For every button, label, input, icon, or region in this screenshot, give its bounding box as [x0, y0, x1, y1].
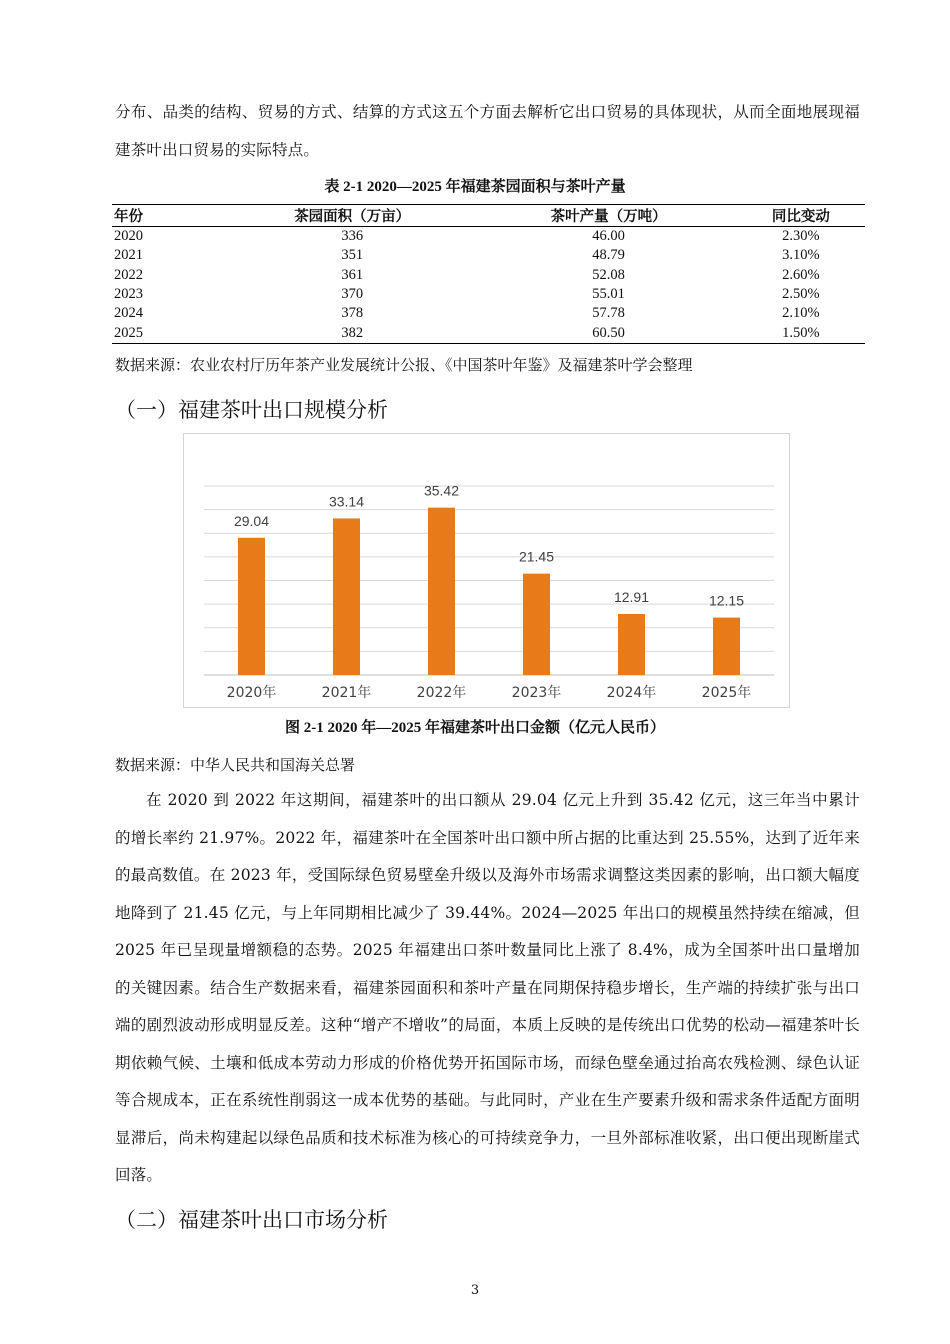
- table-row: [112, 227, 865, 247]
- figure-caption: 图 2-1 2020 年—2025 年福建茶叶出口金额（亿元人民币）: [285, 720, 665, 736]
- cell-area: 370: [341, 286, 364, 303]
- table-row: [112, 323, 865, 343]
- cell-change: 2.30%: [782, 228, 820, 245]
- data-label: 33.14: [328, 493, 365, 510]
- bar: [238, 538, 265, 675]
- bar: [428, 508, 455, 675]
- cell-area: 351: [341, 247, 364, 264]
- x-tick-label: 2023年: [511, 685, 562, 701]
- data-label: 21.45: [518, 548, 555, 565]
- cell-year: 2021: [114, 247, 143, 264]
- bar: [618, 614, 645, 675]
- table-row: [112, 246, 865, 265]
- cell-year: 2022: [114, 266, 143, 283]
- cell-change: 3.10%: [782, 247, 820, 264]
- cell-area: 361: [341, 266, 364, 283]
- cell-change: 2.50%: [782, 286, 820, 303]
- table-row: [112, 304, 865, 323]
- header-year: 年份: [112, 205, 224, 227]
- cell-area: 382: [224, 323, 480, 343]
- chart-container: [183, 433, 790, 708]
- cell-change: 2.60%: [782, 266, 820, 283]
- section-heading-2: （二）福建茶叶出口市场分析: [115, 1208, 388, 1232]
- cell-change: 2.10%: [782, 305, 820, 322]
- cell-area: 378: [341, 305, 364, 322]
- header-change: 同比变动: [737, 205, 865, 227]
- bar: [333, 518, 360, 675]
- cell-output: 57.78: [592, 305, 625, 322]
- body-paragraph: 在 2020 到 2022 年这期间，福建茶叶的出口额从 29.04 亿元上升到 35.42 亿元，这三年当中累计的增长率约 21.97%。2022 年，福建茶叶在全国茶叶出口额中所占据的比重达到 25.55%，达到了近年来的最高数值。在 2023 年，受国际绿色贸易壁垒升级以及海外市场需求调整这类因素的影响，出口额大幅度地降到了 21.45 亿元，与上年同期相比减少了 39.44%。2024—2025 年出口的规模虽然持续在缩减，但 2025 年已呈现量增额稳的态势。2025 年福建出口茶叶数量同比上涨了 8.4%，成为全国茶叶出口量增加的关键因素。结合生产数据来看，福建茶园面积和茶叶产量在同期保持稳步增长，生产端的持续扩张与出口端的剧烈波动形成明显反差。这种“增产不增收”的局面，本质上反映的是传统出口优势的松动—福建茶叶长期依赖气候、土壤和低成本劳动力形成的价格优势开拓国际市场，而绿色壁垒通过抬高农残检测、绿色认证等合规成本，正在系统性削弱这一成本优势的基础。与此同时，产业在生产要素升级和需求条件适配方面明显滞后，尚未构建起以绿色品质和技术标准为核心的可持续竞争力，一旦外部标准收紧，出口便出现断崖式回落。: [115, 791, 860, 1184]
- bar-chart: [184, 434, 789, 707]
- cell-output: 55.01: [592, 286, 625, 303]
- table-source: 数据来源：农业农村厅历年茶产业发展统计公报、《中国茶叶年鉴》及福建茶叶学会整理: [115, 356, 693, 374]
- cell-change: 1.50%: [737, 323, 865, 343]
- cell-output: 60.50: [480, 323, 736, 343]
- table-caption: 表 2-1 2020—2025 年福建茶园面积与茶叶产量: [324, 179, 626, 195]
- bar: [713, 618, 740, 675]
- x-tick-label: 2021年: [321, 685, 372, 701]
- cell-year: 2024: [114, 305, 143, 322]
- cell-area: 336: [341, 228, 364, 245]
- cell-output: 48.79: [592, 247, 625, 264]
- section-heading-1: （一）福建茶叶出口规模分析: [115, 398, 388, 422]
- header-area: 茶园面积（万亩）: [224, 205, 480, 227]
- x-tick-label: 2022年: [416, 685, 467, 701]
- data-label: 12.15: [708, 592, 745, 609]
- cell-year: 2025: [112, 323, 224, 343]
- page-number: 3: [470, 1283, 480, 1298]
- cell-year: 2020: [114, 228, 143, 245]
- x-tick-label: 2020年: [226, 685, 277, 701]
- data-label: 29.04: [233, 512, 270, 529]
- table-row: [112, 266, 865, 285]
- x-tick-label: 2025年: [701, 685, 752, 701]
- data-table: [112, 204, 865, 344]
- cell-output: 52.08: [592, 266, 625, 283]
- header-output: 茶叶产量（万吨）: [480, 205, 736, 227]
- intro-paragraph: 分布、品类的结构、贸易的方式、结算的方式这五个方面去解析它出口贸易的具体现状，从而全面地展现福建茶叶出口贸易的实际特点。: [115, 103, 860, 159]
- table-header-row: [112, 205, 865, 227]
- cell-output: 46.00: [592, 228, 625, 245]
- x-tick-label: 2024年: [606, 685, 657, 701]
- data-label: 12.91: [613, 589, 650, 606]
- bar: [523, 574, 550, 675]
- cell-year: 2023: [114, 286, 143, 303]
- data-label: 35.42: [423, 482, 460, 499]
- figure-source: 数据来源：中华人民共和国海关总署: [115, 756, 356, 774]
- table-row: [112, 285, 865, 304]
